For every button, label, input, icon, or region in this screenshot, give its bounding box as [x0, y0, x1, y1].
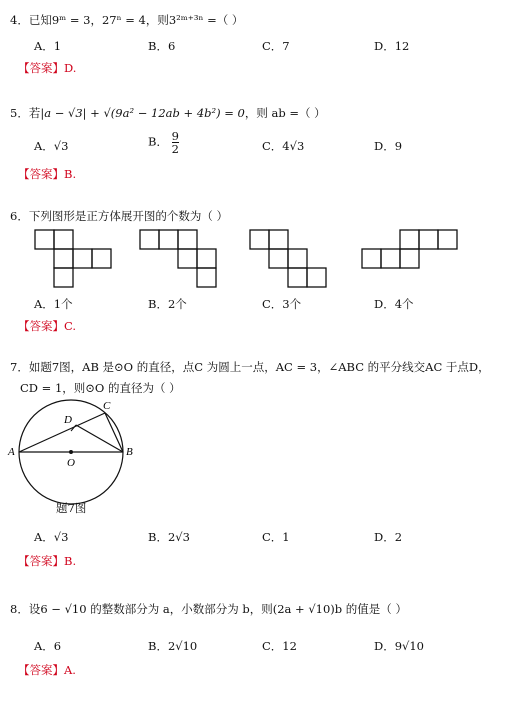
question-7-stem-line-1: 7．如题7图，AB 是⊙O 的直径，点C 为圆上一点，AC = 3，∠ABC 的平分线交AC 于点D， — [10, 360, 490, 374]
question-8-stem: 8．设6 − √10 的整数部分为 a，小数部分为 b，则(2a + √10)b 的值是（ ） — [10, 602, 407, 616]
label-c: C — [103, 400, 111, 412]
cube-net-2 — [140, 230, 220, 292]
q5-option-c: C．4√3 — [262, 139, 305, 153]
label-a: A — [8, 446, 15, 458]
q6-option-b: B．2个 — [148, 297, 187, 311]
fraction-numerator: 9 — [171, 129, 179, 143]
q7-option-b: B．2√3 — [148, 530, 190, 544]
q8-answer: 【答案】A. — [18, 663, 76, 677]
q7-option-c: C．1 — [262, 530, 290, 544]
cube-net-4 — [362, 230, 462, 292]
question-7-stem-line-2: CD = 1，则⊙O 的直径为（ ） — [20, 381, 181, 395]
question-4-stem: 4．已知9ᵐ = 3，27ⁿ = 4，则3²ᵐ⁺³ⁿ =（ ） — [10, 13, 244, 27]
q4-option-b: B．6 — [148, 39, 176, 53]
q8-option-d: D．9√10 — [374, 639, 424, 653]
q6-answer: 【答案】C. — [18, 319, 77, 333]
q6-option-c: C．3个 — [262, 297, 302, 311]
cube-net-1 — [35, 230, 115, 292]
label-d: D — [64, 414, 72, 426]
q5-option-d: D．9 — [374, 139, 403, 153]
q6-option-d: D．4个 — [374, 297, 414, 311]
fraction-denominator: 2 — [171, 142, 179, 157]
q5-option-b — [148, 130, 179, 155]
q5-stem-expression: |a − √3| + √(9a² − 12ab + 4b²) = 0 — [40, 106, 245, 120]
question-6-stem: 6．下列图形是正方体展开图的个数为（ ） — [10, 209, 228, 223]
label-o: O — [67, 457, 75, 469]
q5-option-b-label: B． — [148, 134, 168, 149]
question-5-stem — [10, 105, 326, 121]
q4-answer: 【答案】D. — [18, 61, 77, 75]
q6-option-a: A．1个 — [34, 297, 73, 311]
q4-option-c: C．7 — [262, 39, 290, 53]
q5-option-a: A．√3 — [34, 139, 69, 153]
q5-option-b-fraction — [172, 130, 179, 155]
figure-caption: 题7图 — [56, 501, 87, 515]
q8-option-a: A．6 — [34, 639, 62, 653]
q8-option-c: C．12 — [262, 639, 297, 653]
q7-option-a: A．√3 — [34, 530, 69, 544]
q4-option-d: D．12 — [374, 39, 410, 53]
q5-stem-prefix: 5．若 — [10, 106, 41, 120]
q4-option-a: A．1 — [34, 39, 62, 53]
q7-answer: 【答案】B. — [18, 554, 77, 568]
label-b: B — [126, 446, 133, 458]
cube-net-3 — [250, 230, 330, 292]
q5-answer: 【答案】B. — [18, 167, 77, 181]
q7-option-d: D．2 — [374, 530, 403, 544]
q5-stem-suffix: ，则 ab =（ ） — [244, 106, 326, 120]
q8-option-b: B．2√10 — [148, 639, 198, 653]
